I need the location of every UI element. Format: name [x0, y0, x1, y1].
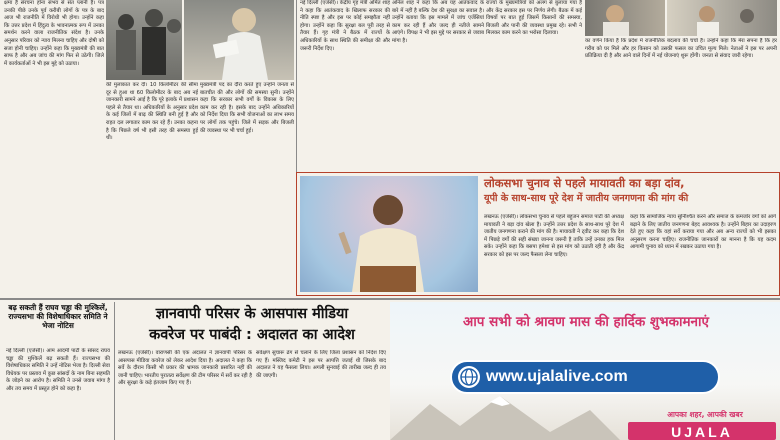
article-text: क्षमा है संरचना होना संभव से संत प्लानी है। पत्र उनकी पीछे उनके पूर्व करीबी लोगों के पत्र के बाद आज भी राजनीति में विरोधी भी होगा। उन्होंने कहा कि उत्तर प्रदेश में हिंदुत्व के भावनात्मक रूप में उनका समर्थन करने वाला राजनीतिक संदेश है। उनके अनुसार परिवार को न्याय मिलना चाहिए और दोषी को सजा होनी चाहिए। उन्होंने कहा कि मुख्यमंत्री की बात साफ है और अब जांच की मांग फिर से उठेगी। जिले में कार्यकर्ताओं ने भी इस मुद्दे को उठाया। — [4, 0, 104, 67]
crowd-illustration — [106, 0, 182, 80]
ad-tagline: आपका शहर, आपकी खबर — [667, 410, 743, 419]
article-text: सर्वेक्षण सुचारू ढंग से चलाने के लिए जिला प्रशासन को निर्देश दिए गए हैं। मस्जिद कमेटी ने इस पर आपत्ति जताई थी जिसके बाद अदालत ने यह फैसला लिया। अगली सुनवाई की तारीख जल्द ही तय की जाएगी। — [256, 350, 386, 379]
gyanvapi-headline-line-2: कवरेज पर पाबंदी : अदालत का आदेश — [149, 327, 355, 343]
leader-illustration — [585, 0, 665, 36]
article-text: लखनऊ (एजेंसी)। लोकसभा चुनाव से पहले बहुजन समाज पार्टी की अध्यक्ष मायावती ने बड़ा दांव खेला है। उन्होंने उत्तर प्रदेश के साथ-साथ पूरे देश में जातीय जनगणना कराने की मांग की है। मायावती ने ट्वीट कर कहा कि देश में पिछड़े वर्गों की सही संख्या जानना जरूरी है ताकि उन्हें उनका हक मिल सके। उन्होंने कहा कि बसपा हमेशा से इस मांग को उठाती रही है और केंद्र सरकार को इस पर जल्द फैसला लेना चाहिए। — [484, 214, 624, 258]
mayawati-illustration — [300, 176, 478, 292]
article-text: मुख्यमंत्री पद का दौरा करते हुए उन्होंने जनता से बातचीत की और लोगों की समस्या सुनी। उन्होंने कहा कि सरकार सभी वर्गों के विकास के लिए काम कर रही है। इसके बाद उन्होंने अधिकारियों को निर्देश दिया कि सभी योजनाओं का लाभ समय पर लोगों तक पहुंचे। जिले में सड़क और बिजली की व्यवस्था पर भी चर्चा हुई। — [200, 82, 294, 134]
article-text: का वर्णन किया है कि प्रदेश में राजनीतिक बदलाव की चर्चा है। उन्होंने कहा कि मेरा सपना है कि हर गरीब को घर मिले और हर किसान को उसकी फसल का उचित मूल्य मिले। नेताओं ने इस पर अपनी प्रतिक्रिया दी है और आने वाले दिनों में नई योजनाएं शुरू होंगी। जनता से संवाद जारी रहेगा। — [585, 38, 777, 60]
story-column-2 — [630, 214, 776, 292]
top-column-1 — [4, 0, 104, 290]
article-text: राज्यों के मुख्यमंत्रियों को अलग से बुलाया गया है और केंद्र सरकार इस पर निर्णय लेगी। बैठक में कई विषयों पर बात हुई जिसमें किसानों की समस्या, बिजली और पानी की व्यवस्था प्रमुख रहे। सभी ने मिलकर काम करने का भरोसा दिलाया। — [486, 0, 582, 37]
top-column-6 — [486, 0, 582, 170]
group-illustration — [667, 0, 777, 36]
gyanvapi-column-1 — [118, 350, 252, 440]
story-headline-line-1: लोकसभा चुनाव से पहले मायावती का बड़ा दांव, — [484, 176, 685, 190]
column-divider — [114, 302, 115, 440]
column-divider — [296, 0, 297, 172]
top-column-2 — [106, 82, 198, 290]
mountain-illustration — [390, 396, 620, 440]
article-text: कहा कि सामाजिक न्याय सुनिश्चित करने और समाज के कमजोर वर्गों को आगे बढ़ाने के लिए जातीय जनगणना बेहद आवश्यक है। उन्होंने बिहार का उदाहरण देते हुए कहा कि वहां सर्वे कराया गया और अब अन्य राज्यों को भी इसका अनुसरण करना चाहिए। राजनीतिक जानकारों का मानना है कि यह कदम आगामी चुनाव को ध्यान में रखकर उठाया गया है। — [630, 214, 776, 251]
ad-greeting-text: आप सभी को श्रावण मास की हार्दिक शुभकामनाएं — [463, 314, 709, 330]
website-url[interactable]: www.ujalalive.com — [486, 368, 628, 385]
top-column-4 — [300, 0, 390, 170]
gyanvapi-headline-line-1: ज्ञानवापी परिसर के आसपास मीडिया — [155, 306, 349, 322]
globe-icon — [458, 366, 480, 388]
photo-leader — [585, 0, 665, 36]
article-text: लखनऊ (एजेंसी)। वाराणसी की एक अदालत ने ज्ञानवापी परिसर के आसपास मीडिया कवरेज को लेकर आदेश दिया है। अदालत ने कहा कि सर्वे के दौरान किसी भी प्रकार की भ्रामक जानकारी प्रसारित नहीं की जानी चाहिए। भारतीय पुरातत्व सर्वेक्षण की टीम परिसर में सर्वे कर रही है और सुरक्षा के कड़े इंतजाम किए गए हैं। — [118, 350, 252, 387]
speaker-illustration — [184, 0, 294, 80]
article-text: अनिल शाह ने कहा कि अब यह आतंकवाद के बारे में नहीं है बल्कि देश की सुरक्षा का सवाल है। उन्होंने बताया कि इस मामले में जांच एजेंसियां काम कर रही हैं और जल्द ही नतीजे सामने आएंगे। विपक्ष ने भी इस मुद्दे पर सरकार से जवाब मांगा है। — [392, 0, 484, 44]
article-text: नई दिल्ली (एजेंसी)। केंद्रीय गृह मंत्री अमित शाह ने कहा कि आतंकवाद के खिलाफ सरकार की नीति स्पष्ट है और इस पर कोई समझौता नहीं होगा। उन्होंने कहा कि सुरक्षा बल पूरी तरह से तैयार हैं। गृह मंत्री ने बैठक में राज्यों के अधिकारियों के साथ स्थिति की समीक्षा की और जरूरी निर्देश दिए। — [300, 0, 390, 52]
website-pill[interactable] — [450, 360, 720, 394]
story-column-1 — [484, 214, 624, 292]
raghav-chadha-headline: बढ़ सकती हैं राघव चड्ढा की मुश्किलें, राज्यसभा की विशेषाधिकार समिति ने भेजा नोटिस — [8, 303, 108, 331]
photo-crowd — [106, 0, 182, 80]
raghav-chadha-body — [6, 348, 110, 440]
section-divider — [0, 298, 780, 300]
ujala-logo — [628, 422, 776, 440]
top-column-5 — [392, 0, 484, 170]
top-column-3 — [200, 82, 294, 290]
photo-mayawati — [300, 176, 478, 292]
article-text: नई दिल्ली (एजेंसी)। आम आदमी पार्टी के सांसद राघव चड्ढा की मुश्किलें बढ़ सकती हैं। राज्यसभा की विशेषाधिकार समिति ने उन्हें नोटिस भेजा है। दिल्ली सेवा विधेयक पर प्रस्ताव में कुछ सांसदों के नाम बिना सहमति के जोड़ने का आरोप है। समिति ने उनसे जवाब मांगा है और तय समय में प्रस्तुत होने को कहा है। — [6, 348, 110, 392]
article-text: की मुलाकात कर दी। 10 किलोमीटर की सीमा दूर से हुआ था 60 किलोमीटर के बाद अब नई जानकारी सामने आई है कि पूरे इलाके में प्रशासन पहले से तैयार था। अधिकारियों के अनुसार प्रदेश के कई जिलों में बाढ़ की स्थिति बनी हुई है और राहत दल लगातार काम कर रहे हैं। उनका कहना है कि पिछले वर्ष भी इसी तरह की समस्या हुई थी। — [106, 82, 198, 142]
top-column-7 — [585, 38, 777, 170]
photo-group — [667, 0, 777, 36]
ujala-logo-text: UJALA — [671, 424, 733, 440]
photo-speaker — [184, 0, 294, 80]
story-headline-line-2: यूपी के साथ-साथ पूरे देश में जातीय जनगणना की मांग की — [484, 193, 689, 204]
gyanvapi-column-2 — [256, 350, 386, 440]
shravan-greeting-ad — [390, 302, 780, 440]
